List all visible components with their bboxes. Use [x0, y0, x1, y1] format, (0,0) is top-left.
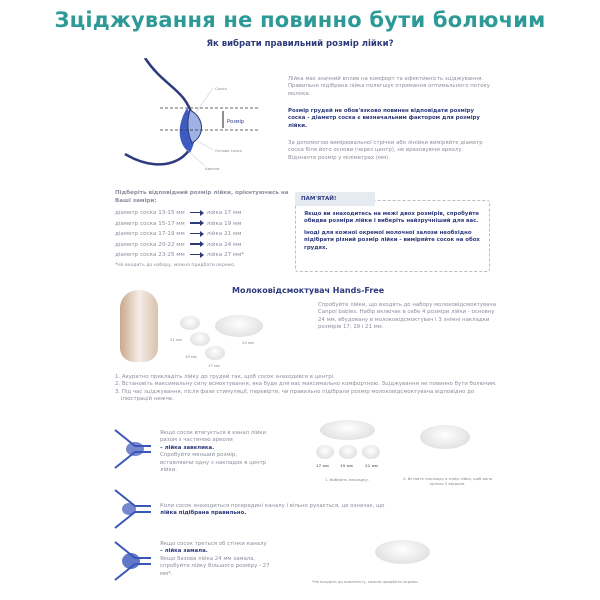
remember-heading: ПАМ'ЯТАЙ! [295, 192, 375, 206]
funnel-size: лійка 19 мм [206, 220, 242, 227]
insert-17-image [205, 346, 225, 360]
size-row [115, 208, 290, 219]
size-row [115, 229, 290, 240]
case-too-small [160, 541, 270, 578]
size-row [115, 250, 290, 261]
size-row [115, 219, 290, 230]
funnel-with-insert-image [420, 425, 470, 449]
funnel-too-big-icon [113, 428, 153, 470]
case-advice: Якщо базова лійка 24 мм замала, спробуйте лійку більшого розміру - 27 мм*. [160, 555, 270, 577]
intro-text-3: За допомогою вимірювальної стрічки або лінійки виміряйте діаметр соска біля його основи (через центр), не враховуючи ареолу. Відзначте розмір у міліметрах (мм). [288, 140, 483, 161]
size-label: 19 мм [340, 463, 353, 468]
size-label: 17 мм [316, 463, 329, 468]
arrow-right-icon [190, 222, 202, 224]
case-text: Коли сосок знаходиться посередині каналу і вільно рухається, це означає, що [160, 503, 385, 509]
case-text: Якщо сосок треться об стінки каналу [160, 541, 267, 547]
insert-19-image [190, 332, 210, 346]
size-label: 21 мм [170, 337, 182, 342]
handsfree-text: Спробуйте лійки, що входять до набору молоковідсмоктувача Canpol babies. Набір включає в себе 4 розміри лійки - основну 24 мм, вбудовану в молоковідсмоктувач і 3 знімні накладки розмірів 17, 19 і 21 мм. [318, 302, 497, 331]
funnel-size: лійка 24 мм [206, 241, 242, 248]
case-too-big [160, 430, 270, 474]
funnel-24-image [215, 315, 263, 337]
nipple-size: діаметр соска 13-15 мм [115, 210, 185, 216]
case-text: Якщо сосок втягується в канал лійки разом з частиною ареоли [160, 430, 267, 444]
handsfree-title: Молоковідсмоктувач Hands-Free [232, 286, 385, 295]
breast-pump-image [120, 290, 158, 362]
insert-21-image [180, 316, 200, 330]
insert-step-1: 1. Виберіть накладку. [325, 477, 369, 482]
funnel-size: лійка 27 мм* [206, 252, 245, 258]
arrow-right-icon [190, 233, 202, 235]
nipple-size: діаметр соска 23-25 мм [115, 252, 185, 258]
size-note: *Не входить до набору, можна придбати окремо. [115, 262, 236, 268]
size-label: 17 мм [208, 363, 220, 368]
footnote: *Не входить до комплекту, можна придбати окремо. [312, 579, 419, 584]
case-advice: Спробуйте менший розмір, вставляючи одну з накладок в центр лійки. [160, 452, 267, 474]
remember-text-1: Якщо ви знаходитесь на межі двох розмірів, спробуйте обидва розміри лійки і виберіть найзручніший для вас. [304, 211, 480, 225]
size-label: 21 мм [365, 463, 378, 468]
case-verdict: лійка підібрана правильно. [160, 510, 247, 517]
funnel-too-small-icon [113, 540, 153, 582]
arrow-right-icon [190, 254, 202, 256]
nipple-size: діаметр соска 17-19 мм [115, 231, 185, 237]
intro-text-1: Лійка має значний вплив на комфорт та ефективність зціджування. Правильно підібрана лійка полегшує отримання оптимального потоку молока. [288, 76, 490, 97]
insert-19-image [339, 445, 357, 459]
nipple-size: діаметр соска 15-17 мм [115, 220, 185, 227]
funnel-27-image [375, 540, 430, 564]
case-verdict: – лійка завелика. [160, 444, 215, 451]
step-item: 3. Під час зціджування, після фази стимуляції, перевірте, чи правильно підібрали розмір молоковідсмоктувача відповідно до ілюстрацій нижче. [115, 388, 475, 403]
page-title: Зціджування не повинно бути болючим [54, 8, 546, 32]
case-verdict: – лійка замала. [160, 548, 208, 555]
page-subtitle: Як вибрати правильний розмір лійки? [206, 39, 394, 49]
steps-list [115, 374, 500, 404]
funnel-size: лійка 21 мм [206, 231, 242, 237]
size-guide [115, 190, 290, 271]
insert-21-image [362, 445, 380, 459]
label-size: Розмір [227, 119, 245, 125]
case-correct [160, 503, 420, 518]
step-item: 1. Акуратно прикладіть лійку до грудей так, щоб сосок знаходився в центрі. [115, 374, 335, 380]
size-guide-heading: Підберіть відповідний розмір лійки, орієнтуючись на Ваші заміри: [115, 190, 289, 204]
nipple-size: діаметр соска 20-22 мм [115, 241, 185, 248]
step-item: 2. Встановіть максимальну силу всмоктування, яка буде для вас максимально комфортною. Зціджування не повинно бути болючим. [115, 381, 497, 388]
arrow-right-icon [190, 243, 202, 245]
funnel-image [320, 420, 375, 440]
label-areola: Ареола [205, 166, 220, 171]
intro-text-2: Розмір грудей не обов'язково повинен відповідати розміру соска - діаметр соска є визначальним фактором для розміру лійки. [288, 108, 480, 129]
label-nipple-base: Основа соска [215, 148, 242, 153]
insert-17-image [316, 445, 334, 459]
breast-diagram [95, 58, 275, 176]
size-label: 24 мм [242, 340, 254, 345]
remember-text-2: Іноді для кожної окремої молочної залози необхідно підібрати різний розмір лійки - виміряйте сосок на обох грудях. [304, 229, 480, 251]
label-nipple: Соска [215, 86, 227, 91]
size-label: 19 мм [185, 354, 197, 359]
funnel-size: лійка 17 мм [206, 210, 242, 216]
insert-step-2: 2. Вставте накладку в отвір лійки, щоб вона щільно її закрила. [402, 476, 493, 486]
size-row [115, 240, 290, 251]
remember-box [295, 200, 490, 272]
funnel-correct-icon [113, 488, 153, 530]
arrow-right-icon [190, 212, 202, 214]
